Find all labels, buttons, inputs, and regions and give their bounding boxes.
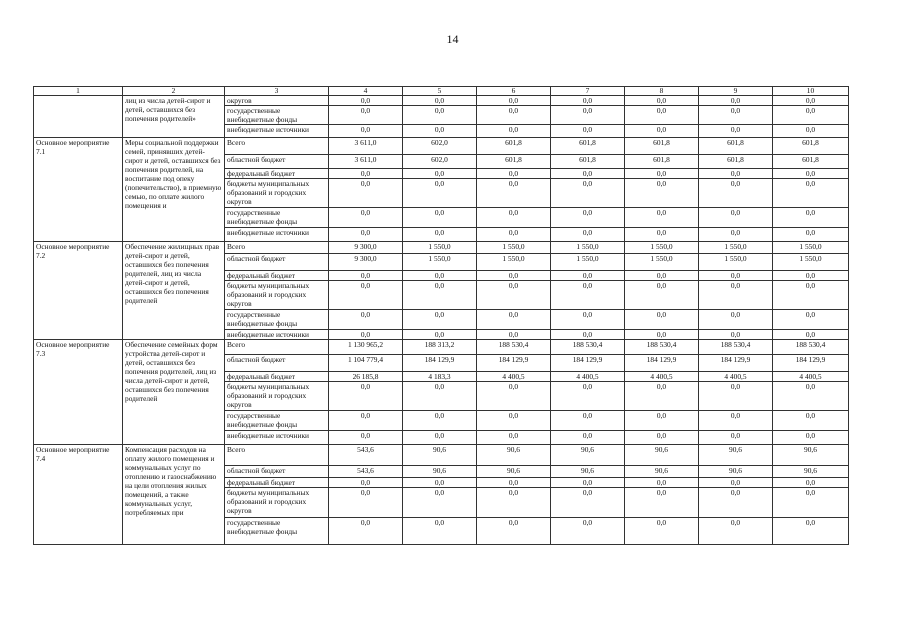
- column-number-header: 3: [225, 87, 329, 96]
- amount-cell: 0,0: [551, 125, 625, 138]
- funding-source-cell: областной бюджет: [225, 466, 329, 478]
- amount-cell: 0,0: [625, 281, 699, 310]
- amount-cell: 188 530,4: [625, 340, 699, 355]
- funding-source-cell: бюджеты муниципальных образований и городских округов: [225, 179, 329, 208]
- amount-cell: 0,0: [403, 179, 477, 208]
- amount-cell: 0,0: [477, 125, 551, 138]
- amount-cell: 0,0: [329, 271, 403, 281]
- amount-cell: 0,0: [403, 228, 477, 242]
- amount-cell: 90,6: [625, 445, 699, 466]
- amount-cell: 0,0: [477, 518, 551, 545]
- amount-cell: 0,0: [477, 169, 551, 179]
- amount-cell: 0,0: [329, 411, 403, 431]
- amount-cell: 0,0: [699, 179, 773, 208]
- amount-cell: 0,0: [329, 179, 403, 208]
- amount-cell: 0,0: [625, 518, 699, 545]
- measure-code-cell: Основное мероприятие 7.3: [34, 340, 123, 445]
- funding-source-cell: Всего: [225, 242, 329, 254]
- amount-cell: 1 130 965,2: [329, 340, 403, 355]
- amount-cell: 0,0: [551, 310, 625, 330]
- amount-cell: 0,0: [625, 478, 699, 488]
- column-number-header: 4: [329, 87, 403, 96]
- amount-cell: 0,0: [625, 488, 699, 518]
- amount-cell: 601,8: [477, 155, 551, 169]
- amount-cell: 0,0: [699, 330, 773, 340]
- header-row: [34, 87, 849, 96]
- amount-cell: 0,0: [403, 310, 477, 330]
- amount-cell: 0,0: [403, 382, 477, 411]
- amount-cell: 184 129,9: [551, 355, 625, 372]
- column-number-header: 6: [477, 87, 551, 96]
- funding-source-cell: бюджеты муниципальных образований и городских округов: [225, 382, 329, 411]
- amount-cell: 0,0: [699, 310, 773, 330]
- amount-cell: 601,8: [625, 155, 699, 169]
- amount-cell: 0,0: [699, 382, 773, 411]
- amount-cell: 0,0: [329, 310, 403, 330]
- funding-source-cell: бюджеты муниципальных образований и городских округов: [225, 281, 329, 310]
- funding-source-cell: Всего: [225, 340, 329, 355]
- funding-source-cell: федеральный бюджет: [225, 478, 329, 488]
- column-number-header: 1: [34, 87, 123, 96]
- amount-cell: 0,0: [699, 228, 773, 242]
- amount-cell: 0,0: [625, 96, 699, 106]
- amount-cell: 0,0: [625, 382, 699, 411]
- amount-cell: 0,0: [477, 228, 551, 242]
- amount-cell: 0,0: [477, 271, 551, 281]
- amount-cell: 0,0: [625, 208, 699, 228]
- funding-source-cell: государственные внебюджетные фонды: [225, 310, 329, 330]
- amount-cell: 0,0: [625, 169, 699, 179]
- funding-source-cell: государственные внебюджетные фонды: [225, 106, 329, 125]
- amount-cell: 0,0: [699, 125, 773, 138]
- funding-source-cell: внебюджетные источники: [225, 125, 329, 138]
- amount-cell: 9 300,0: [329, 242, 403, 254]
- amount-cell: 0,0: [625, 125, 699, 138]
- amount-cell: 90,6: [551, 466, 625, 478]
- amount-cell: 0,0: [329, 382, 403, 411]
- funding-source-cell: федеральный бюджет: [225, 169, 329, 179]
- amount-cell: 4 400,5: [773, 372, 849, 382]
- amount-cell: 184 129,9: [625, 355, 699, 372]
- amount-cell: 0,0: [403, 488, 477, 518]
- amount-cell: 0,0: [329, 281, 403, 310]
- amount-cell: 0,0: [551, 411, 625, 431]
- amount-cell: 184 129,9: [699, 355, 773, 372]
- amount-cell: 0,0: [403, 431, 477, 445]
- amount-cell: 0,0: [699, 518, 773, 545]
- amount-cell: 90,6: [699, 466, 773, 478]
- measure-name-cell: Меры социальной поддержки семей, принявших детей-сирот и детей, оставшихся без попечения родителей, на воспитание под опеку (попечительство), в приемную семью, по оплате жилого помещения и: [123, 138, 225, 242]
- funding-source-cell: округов: [225, 96, 329, 106]
- amount-cell: 0,0: [773, 208, 849, 228]
- measure-code-cell: Основное мероприятие 7.2: [34, 242, 123, 340]
- amount-cell: 0,0: [699, 488, 773, 518]
- amount-cell: 0,0: [551, 330, 625, 340]
- amount-cell: 4 183,3: [403, 372, 477, 382]
- amount-cell: 0,0: [477, 281, 551, 310]
- amount-cell: 0,0: [551, 518, 625, 545]
- table-body: [34, 87, 849, 545]
- table-row: [34, 138, 849, 155]
- amount-cell: 0,0: [551, 382, 625, 411]
- amount-cell: 4 400,5: [699, 372, 773, 382]
- amount-cell: 184 129,9: [403, 355, 477, 372]
- funding-source-cell: федеральный бюджет: [225, 271, 329, 281]
- amount-cell: 0,0: [329, 169, 403, 179]
- amount-cell: 90,6: [403, 445, 477, 466]
- amount-cell: 90,6: [403, 466, 477, 478]
- column-number-header: 10: [773, 87, 849, 96]
- amount-cell: 1 550,0: [551, 254, 625, 271]
- amount-cell: 0,0: [551, 478, 625, 488]
- amount-cell: 0,0: [477, 208, 551, 228]
- amount-cell: 0,0: [477, 382, 551, 411]
- amount-cell: 9 300,0: [329, 254, 403, 271]
- amount-cell: 26 185,8: [329, 372, 403, 382]
- amount-cell: 0,0: [699, 96, 773, 106]
- amount-cell: 0,0: [773, 382, 849, 411]
- amount-cell: 602,0: [403, 155, 477, 169]
- amount-cell: 90,6: [773, 466, 849, 478]
- amount-cell: 188 530,4: [551, 340, 625, 355]
- amount-cell: 0,0: [477, 179, 551, 208]
- amount-cell: 0,0: [773, 271, 849, 281]
- amount-cell: 0,0: [477, 411, 551, 431]
- amount-cell: 0,0: [551, 281, 625, 310]
- amount-cell: 0,0: [477, 431, 551, 445]
- amount-cell: 0,0: [773, 478, 849, 488]
- column-number-header: 7: [551, 87, 625, 96]
- amount-cell: 0,0: [403, 208, 477, 228]
- amount-cell: 601,8: [625, 138, 699, 155]
- amount-cell: 3 611,0: [329, 138, 403, 155]
- amount-cell: 0,0: [699, 271, 773, 281]
- amount-cell: 1 550,0: [551, 242, 625, 254]
- amount-cell: 0,0: [625, 431, 699, 445]
- amount-cell: 0,0: [403, 271, 477, 281]
- amount-cell: 601,8: [551, 138, 625, 155]
- amount-cell: 0,0: [773, 179, 849, 208]
- amount-cell: 0,0: [625, 330, 699, 340]
- amount-cell: 0,0: [773, 488, 849, 518]
- amount-cell: 0,0: [625, 271, 699, 281]
- amount-cell: 0,0: [403, 96, 477, 106]
- funding-source-cell: Всего: [225, 445, 329, 466]
- amount-cell: 1 550,0: [625, 242, 699, 254]
- table-row: [34, 445, 849, 466]
- amount-cell: 184 129,9: [773, 355, 849, 372]
- amount-cell: 0,0: [329, 208, 403, 228]
- measure-name-cell: Обеспечение семейных форм устройства детей-сирот и детей, оставшихся без попечения родителей, лиц из числа детей-сирот и детей, оставшихся без попечения родителей: [123, 340, 225, 445]
- amount-cell: 601,8: [477, 138, 551, 155]
- amount-cell: 0,0: [477, 478, 551, 488]
- amount-cell: 0,0: [773, 96, 849, 106]
- column-number-header: 9: [699, 87, 773, 96]
- amount-cell: 0,0: [329, 106, 403, 125]
- amount-cell: 601,8: [551, 155, 625, 169]
- amount-cell: 0,0: [625, 310, 699, 330]
- amount-cell: 4 400,5: [625, 372, 699, 382]
- funding-source-cell: государственные внебюджетные фонды: [225, 518, 329, 545]
- measure-name-cell: лиц из числа детей-сирот и детей, оставшихся без попечения родителей»: [123, 96, 225, 138]
- amount-cell: 90,6: [773, 445, 849, 466]
- funding-source-cell: государственные внебюджетные фонды: [225, 411, 329, 431]
- amount-cell: 1 550,0: [403, 242, 477, 254]
- amount-cell: 601,8: [773, 155, 849, 169]
- amount-cell: 543,6: [329, 445, 403, 466]
- amount-cell: 0,0: [329, 330, 403, 340]
- amount-cell: 0,0: [773, 106, 849, 125]
- amount-cell: 0,0: [699, 281, 773, 310]
- amount-cell: 1 104 779,4: [329, 355, 403, 372]
- amount-cell: 0,0: [477, 96, 551, 106]
- amount-cell: 0,0: [551, 179, 625, 208]
- amount-cell: 184 129,9: [477, 355, 551, 372]
- measure-code-cell: [34, 96, 123, 138]
- amount-cell: 90,6: [625, 466, 699, 478]
- amount-cell: 601,8: [773, 138, 849, 155]
- amount-cell: 188 530,4: [477, 340, 551, 355]
- amount-cell: 0,0: [403, 281, 477, 310]
- amount-cell: 0,0: [699, 411, 773, 431]
- amount-cell: 0,0: [551, 488, 625, 518]
- amount-cell: 0,0: [403, 518, 477, 545]
- funding-source-cell: областной бюджет: [225, 254, 329, 271]
- column-number-header: 8: [625, 87, 699, 96]
- measure-name-cell: Обеспечение жилищных прав детей-сирот и детей, оставшихся без попечения родителей, лиц из числа детей-сирот и детей, оставшихся без попечения родителей: [123, 242, 225, 340]
- amount-cell: 0,0: [403, 125, 477, 138]
- amount-cell: 0,0: [329, 431, 403, 445]
- amount-cell: 0,0: [625, 106, 699, 125]
- amount-cell: 0,0: [773, 431, 849, 445]
- amount-cell: 0,0: [699, 431, 773, 445]
- amount-cell: 0,0: [773, 228, 849, 242]
- amount-cell: 0,0: [773, 518, 849, 545]
- amount-cell: 0,0: [551, 96, 625, 106]
- column-number-header: 5: [403, 87, 477, 96]
- funding-source-cell: областной бюджет: [225, 355, 329, 372]
- funding-source-cell: внебюджетные источники: [225, 330, 329, 340]
- funding-source-cell: федеральный бюджет: [225, 372, 329, 382]
- amount-cell: 0,0: [477, 330, 551, 340]
- amount-cell: 543,6: [329, 466, 403, 478]
- amount-cell: 1 550,0: [625, 254, 699, 271]
- amount-cell: 0,0: [699, 169, 773, 179]
- amount-cell: 0,0: [551, 271, 625, 281]
- amount-cell: 0,0: [329, 125, 403, 138]
- amount-cell: 0,0: [403, 478, 477, 488]
- amount-cell: 602,0: [403, 138, 477, 155]
- funding-source-cell: государственные внебюджетные фонды: [225, 208, 329, 228]
- amount-cell: 0,0: [625, 411, 699, 431]
- amount-cell: 0,0: [329, 478, 403, 488]
- amount-cell: 1 550,0: [699, 254, 773, 271]
- amount-cell: 1 550,0: [403, 254, 477, 271]
- table-row: [34, 242, 849, 254]
- amount-cell: 0,0: [329, 96, 403, 106]
- amount-cell: 0,0: [329, 518, 403, 545]
- amount-cell: 0,0: [625, 228, 699, 242]
- amount-cell: 4 400,5: [477, 372, 551, 382]
- amount-cell: 4 400,5: [551, 372, 625, 382]
- page-number: 14: [446, 32, 459, 46]
- amount-cell: 0,0: [551, 431, 625, 445]
- table-row: [34, 96, 849, 106]
- amount-cell: 0,0: [403, 106, 477, 125]
- amount-cell: 0,0: [403, 169, 477, 179]
- amount-cell: 0,0: [551, 169, 625, 179]
- funding-source-cell: бюджеты муниципальных образований и городских округов: [225, 488, 329, 518]
- amount-cell: 0,0: [403, 330, 477, 340]
- amount-cell: 1 550,0: [773, 254, 849, 271]
- amount-cell: 0,0: [477, 310, 551, 330]
- amount-cell: 188 530,4: [773, 340, 849, 355]
- amount-cell: 0,0: [403, 411, 477, 431]
- amount-cell: 1 550,0: [477, 254, 551, 271]
- amount-cell: 0,0: [477, 106, 551, 125]
- amount-cell: 0,0: [773, 330, 849, 340]
- funding-source-cell: Всего: [225, 138, 329, 155]
- amount-cell: 0,0: [773, 310, 849, 330]
- measure-code-cell: Основное мероприятие 7.4: [34, 445, 123, 545]
- amount-cell: 1 550,0: [699, 242, 773, 254]
- amount-cell: 0,0: [773, 169, 849, 179]
- amount-cell: 90,6: [551, 445, 625, 466]
- amount-cell: 90,6: [477, 445, 551, 466]
- amount-cell: 0,0: [699, 478, 773, 488]
- amount-cell: 0,0: [773, 125, 849, 138]
- amount-cell: 601,8: [699, 138, 773, 155]
- amount-cell: 0,0: [773, 281, 849, 310]
- amount-cell: 0,0: [773, 411, 849, 431]
- column-number-header: 2: [123, 87, 225, 96]
- measure-code-cell: Основное мероприятие 7.1: [34, 138, 123, 242]
- funding-source-cell: областной бюджет: [225, 155, 329, 169]
- table-row: [34, 340, 849, 355]
- amount-cell: 3 611,0: [329, 155, 403, 169]
- amount-cell: 0,0: [699, 106, 773, 125]
- amount-cell: 188 313,2: [403, 340, 477, 355]
- funding-source-cell: внебюджетные источники: [225, 228, 329, 242]
- amount-cell: 601,8: [699, 155, 773, 169]
- budget-table: [33, 86, 849, 545]
- amount-cell: 0,0: [625, 179, 699, 208]
- amount-cell: 90,6: [699, 445, 773, 466]
- funding-source-cell: внебюджетные источники: [225, 431, 329, 445]
- amount-cell: 0,0: [551, 106, 625, 125]
- amount-cell: 0,0: [329, 488, 403, 518]
- amount-cell: 0,0: [699, 208, 773, 228]
- amount-cell: 90,6: [477, 466, 551, 478]
- amount-cell: 0,0: [551, 228, 625, 242]
- measure-name-cell: Компенсация расходов на оплату жилого помещения и коммунальных услуг по отоплению и газоснабжению на цели отопления жилых помещений, а также коммунальных услуг, потребляемых при: [123, 445, 225, 545]
- amount-cell: 0,0: [329, 228, 403, 242]
- amount-cell: 188 530,4: [699, 340, 773, 355]
- amount-cell: 0,0: [551, 208, 625, 228]
- amount-cell: 0,0: [477, 488, 551, 518]
- amount-cell: 1 550,0: [773, 242, 849, 254]
- amount-cell: 1 550,0: [477, 242, 551, 254]
